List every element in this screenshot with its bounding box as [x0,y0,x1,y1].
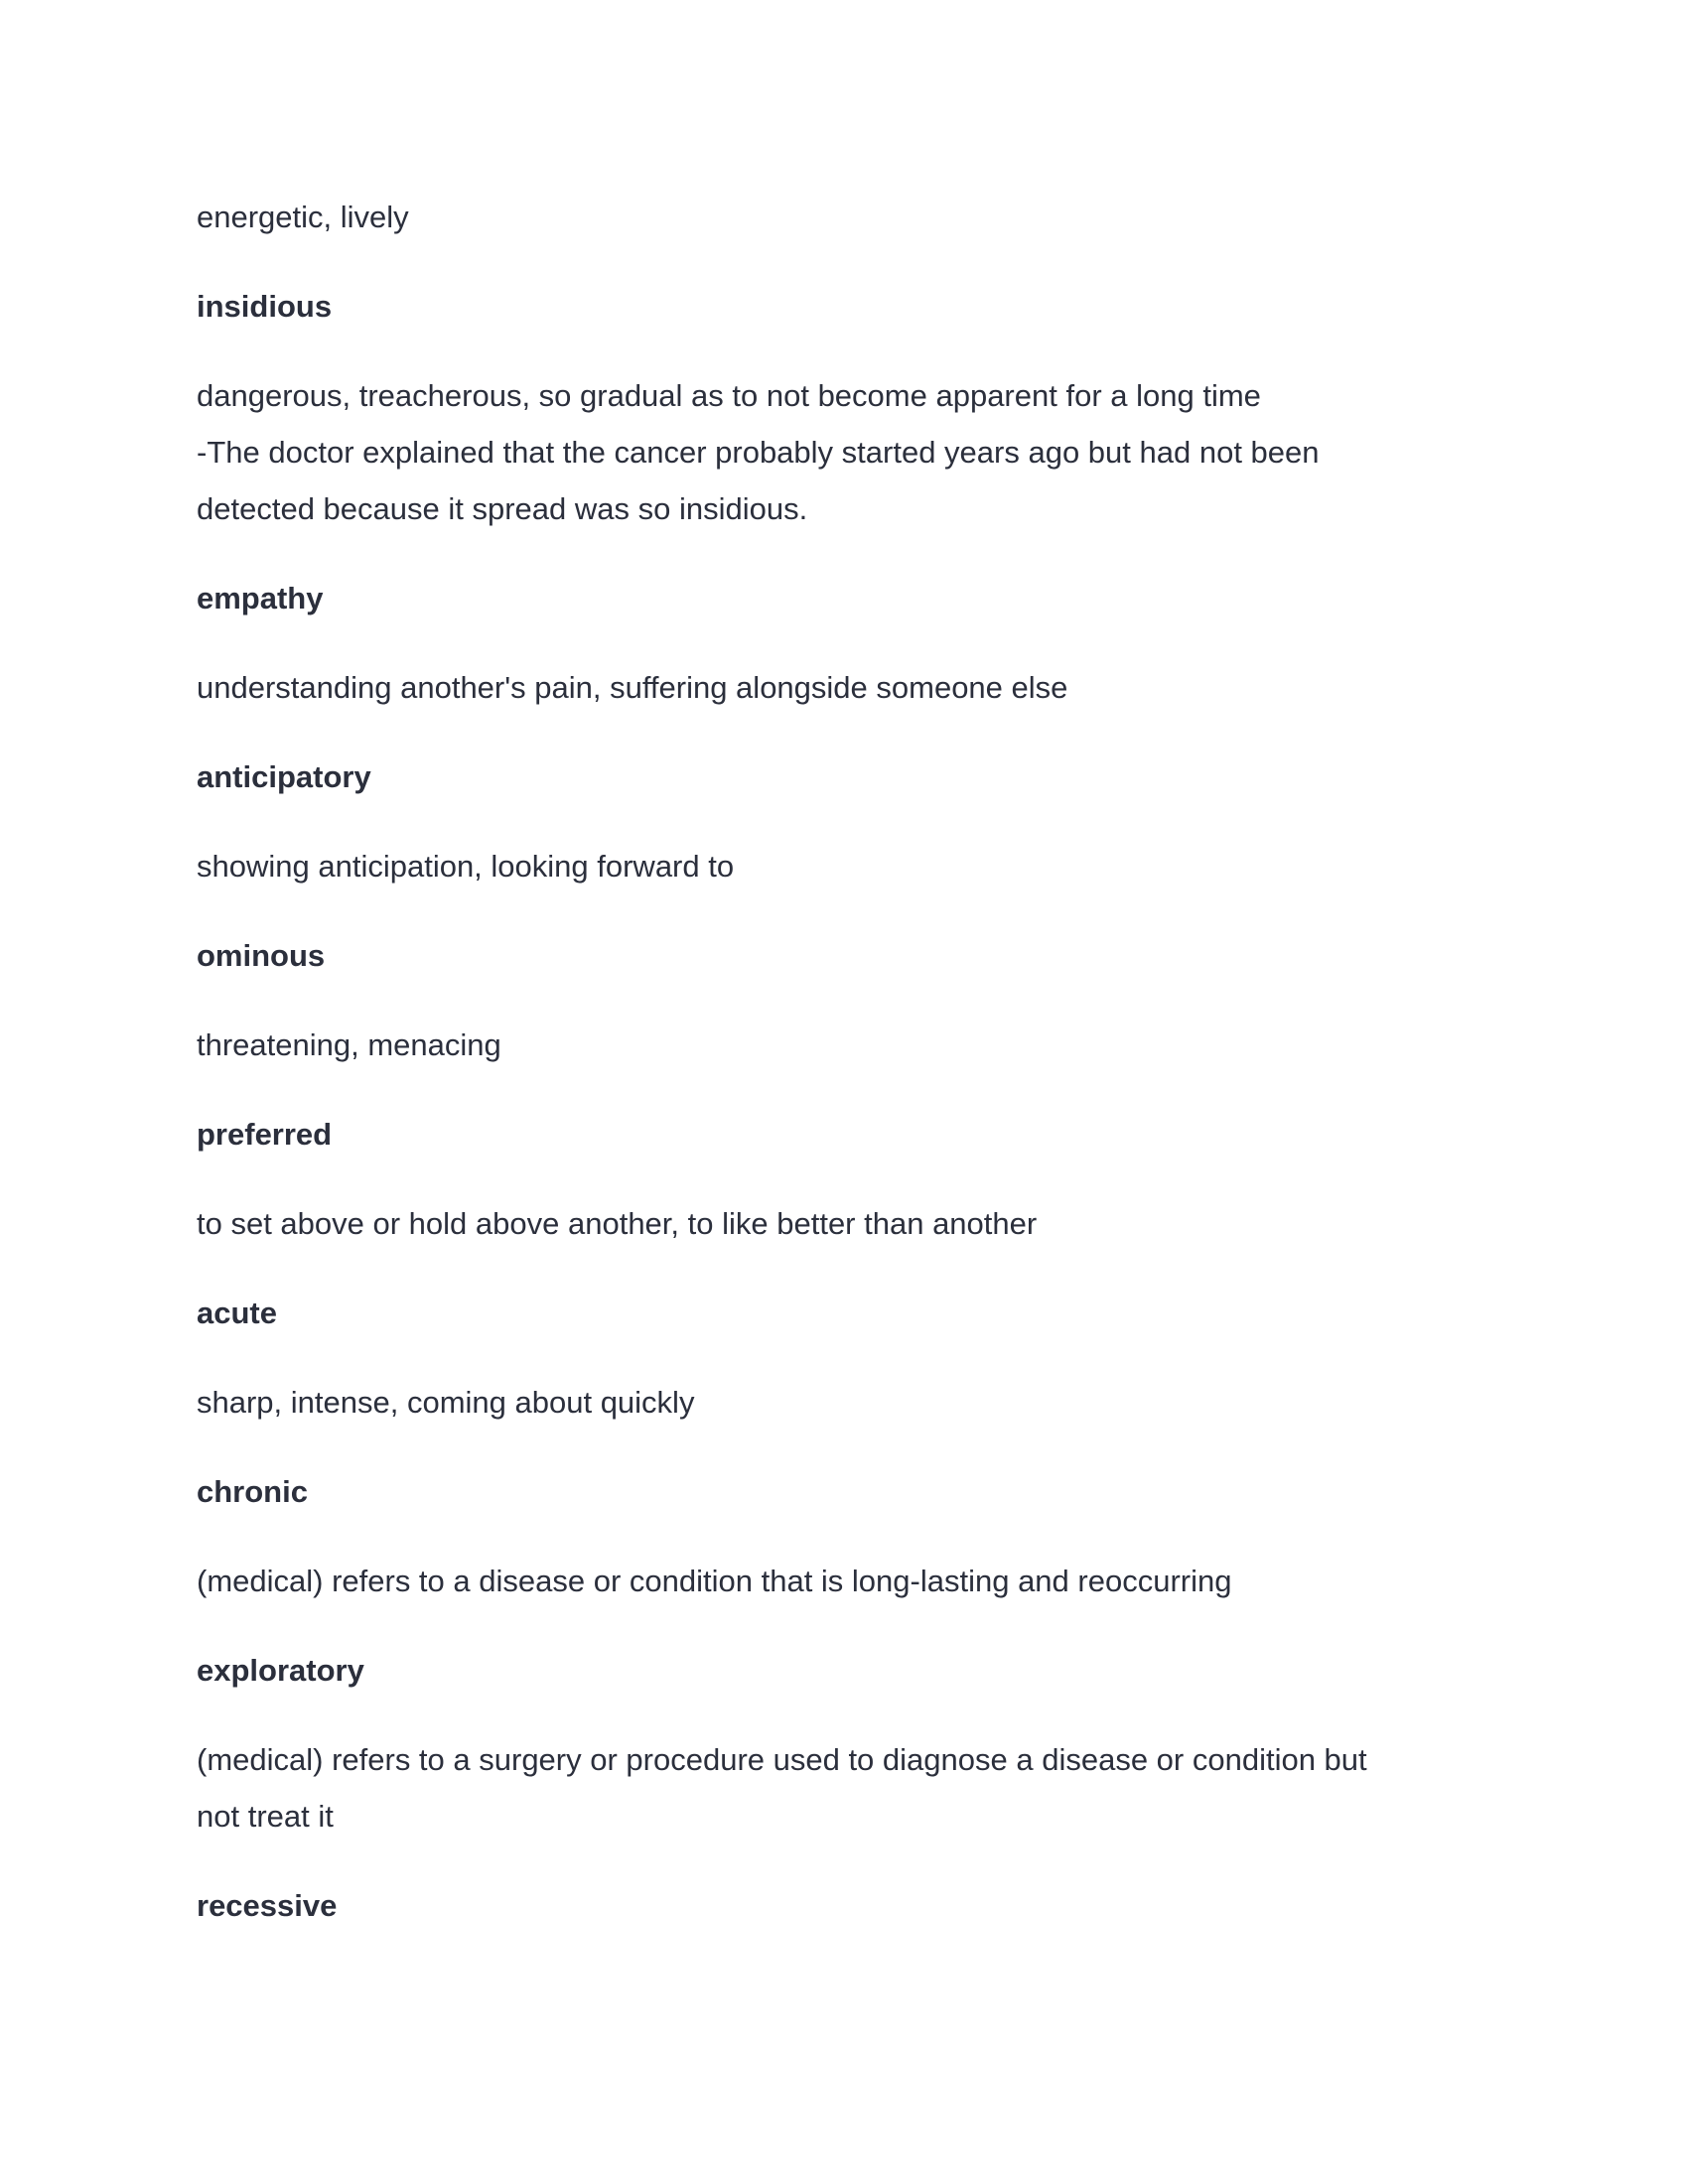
term-text: acute [197,1296,277,1330]
definition-line: showing anticipation, looking forward to [197,849,735,884]
vocab-definition [197,367,1507,537]
term-text: ominous [197,938,326,973]
vocab-definition [197,1553,1507,1609]
vocab-definition [197,659,1507,716]
term-text: anticipatory [197,759,371,794]
vocab-definition [197,1374,1507,1431]
vocab-definition [197,1731,1507,1844]
definition-line: energetic, lively [197,200,409,234]
definition-line: (medical) refers to a disease or condition that is long-lasting and reoccurring [197,1564,1232,1598]
vocab-term [197,1106,1507,1162]
definition-line: (medical) refers to a surgery or procedure used to diagnose a disease or condition but [197,1742,1367,1777]
vocab-definition [197,189,1507,245]
term-text: empathy [197,581,324,615]
definition-line: detected because it spread was so insidious. [197,491,808,526]
term-text: preferred [197,1117,333,1152]
term-text: insidious [197,289,333,324]
term-text: exploratory [197,1653,364,1688]
definition-line: sharp, intense, coming about quickly [197,1385,695,1420]
vocab-term [197,278,1507,335]
vocab-term [197,927,1507,984]
definition-line: threatening, menacing [197,1027,501,1062]
vocab-term [197,570,1507,626]
definition-line: understanding another's pain, suffering alongside someone else [197,670,1068,705]
vocab-term [197,749,1507,805]
vocab-definition [197,838,1507,894]
term-text: chronic [197,1474,308,1509]
definition-line: not treat it [197,1799,334,1834]
term-text: recessive [197,1888,338,1923]
vocab-definition [197,1017,1507,1073]
vocab-term [197,1642,1507,1699]
definition-line: dangerous, treacherous, so gradual as to not become apparent for a long time [197,378,1261,413]
definition-line: -The doctor explained that the cancer probably started years ago but had not been [197,435,1320,470]
vocab-term [197,1877,1507,1934]
vocab-term [197,1463,1507,1520]
definition-line: to set above or hold above another, to like better than another [197,1206,1038,1241]
vocabulary-document [197,189,1507,1967]
vocab-term [197,1285,1507,1341]
vocab-definition [197,1195,1507,1252]
